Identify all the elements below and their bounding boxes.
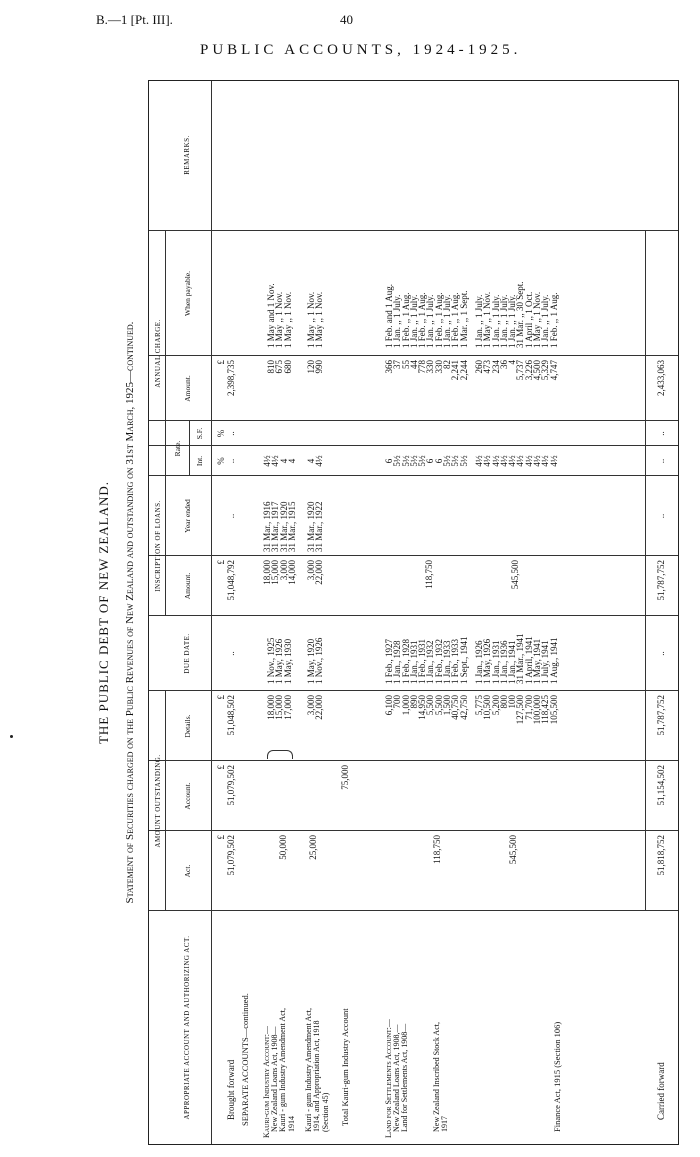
unit-pound: £ <box>216 560 226 565</box>
brought-forward-int: .. <box>226 458 236 464</box>
brought-forward-act: 51,079,502 <box>226 835 236 876</box>
col-header-ac-amount: Amount. <box>183 375 192 402</box>
carried-forward-act: 51,818,752 <box>656 835 666 876</box>
land-account-heading: Land for Settlements Account:— <box>384 1019 393 1138</box>
land-acts: New Zealand Loans Act, 1908,— Land for Settlements Act, 1908— <box>392 1023 410 1132</box>
kauri-ac-amounts: 810 675 680 <box>266 360 293 374</box>
carried-forward-sf: .. <box>656 431 666 436</box>
kauri2-act-total: 25,000 <box>308 835 318 860</box>
kauri-acts: New Zealand Loans Act, 1908— Kauri - gum Industry Amendment Act, 1914 <box>270 1008 296 1132</box>
col-line <box>149 910 678 911</box>
brought-forward-due: .. <box>226 651 236 656</box>
kauri-act-total: 50,000 <box>278 835 288 860</box>
table-subtitle: Statement of Securities charged on the Public Revenues of New Zealand and outstanding on 31st March, 1925—continued. <box>124 321 136 904</box>
kauri2-details: 3,000 22,000 <box>306 695 325 720</box>
nzis-ac-amounts: 366 37 55 44 778 330 330 82 2,241 2,244 <box>384 360 469 381</box>
carried-forward-int: .. <box>656 458 666 464</box>
finance-when-payable: 1 Jan. ,, 1 July. 1 May ,, 1 Nov. 1 Jan. ,, 1 July. 1 Jan. ,, 1 July. 1 Jan. ,, 1 July. 31 Mar. ,, 30 Sept. 1 April ,, 1 Oct. 1 May ,, 1 Nov. 1 Jan. ,, 1 July. 1 Feb. ,, 1 Aug. <box>474 281 559 348</box>
col-line <box>149 230 678 231</box>
kauri2-ins-amounts: 3,000 22,000 <box>306 560 325 585</box>
kauri-years: 31 Mar., 1916 31 Mar., 1917 31 Mar., 1920 31 Mar., 1915 <box>262 501 297 552</box>
nzis-act-label: New Zealand Inscribed Stock Act, 1917 <box>432 1022 450 1132</box>
debt-table <box>148 80 679 1145</box>
carried-forward-label: Carried forward <box>656 1062 666 1120</box>
table-title: THE PUBLIC DEBT OF NEW ZEALAND. <box>96 480 111 745</box>
kauri-total-label: Total Kauri-gum Industry Account <box>340 1008 350 1126</box>
unit-pct: % <box>216 429 226 438</box>
carried-forward-ac-amount: 2,433,063 <box>656 360 666 396</box>
col-header-ins-amount: Amount. <box>183 572 192 600</box>
col-header-when-payable: When payable. <box>183 271 192 316</box>
brought-forward-account: 51,079,502 <box>226 765 236 806</box>
kauri2-due-dates: 1 May, 1920 1 Nov., 1926 <box>306 637 325 684</box>
carried-forward-details: 51,787,752 <box>656 695 666 736</box>
col-header-remarks: REMARKS. <box>183 135 191 175</box>
col-header-amount-outstanding: AMOUNT OUTSTANDING. <box>154 754 162 848</box>
publication-title: PUBLIC ACCOUNTS, 1924-1925. <box>200 42 522 58</box>
kauri2-acts: Kauri - gum Industry Amendment Act, 1914, and Appropriation Act, 1918 (Section 45) <box>304 1008 330 1132</box>
brought-forward-ac-amount: 2,398,735 <box>226 360 236 396</box>
kauri-total-amount: 75,000 <box>340 765 350 790</box>
col-header-due-date: DUE DATE. <box>183 633 191 674</box>
brought-forward-year: .. <box>226 513 236 519</box>
finance-due-dates: 1 Jan., 1926 1 May, 1926 1 Jan., 1931 1 Jan., 1936 1 Jan., 1941 31 Mar., 1941 1 April, 1941 1 May, 1941 1 July, 1941 1 Aug., 1941 <box>474 633 559 684</box>
group-rule <box>165 476 166 616</box>
col-header-inscription: INSCRIPTION OF LOANS. <box>154 500 162 592</box>
finance-act-label: Finance Act, 1915 (Section 106) <box>552 1021 562 1132</box>
nzis-ins-amount: 118,750 <box>424 560 434 589</box>
finance-act-amount: 545,500 <box>508 835 518 865</box>
kauri-account-heading: Kauri-gum Industry Account:— <box>262 1025 271 1138</box>
finance-ins-amount: 545,500 <box>510 560 520 590</box>
brought-forward-label: Brought forward <box>226 1059 236 1120</box>
document-reference: B.—1 [Pt. III]. <box>96 12 173 27</box>
nzis-act-amount: 118,750 <box>432 835 442 864</box>
separate-accounts-heading: SEPARATE ACCOUNTS—continued. <box>240 993 250 1126</box>
col-header-account: APPROPRIATE ACCOUNT AND AUTHORIZING ACT. <box>183 935 191 1120</box>
col-header-int: Int. <box>195 455 204 467</box>
kauri2-when-payable: 1 May ,, 1 Nov. 1 May ,, 1 Nov. <box>306 291 325 348</box>
kauri-when-payable: 1 May and 1 Nov. 1 May ,, 1 Nov. 1 May ,, 1 Nov. <box>266 283 293 348</box>
unit-pound: £ <box>216 360 226 365</box>
group-rule <box>165 691 166 911</box>
col-line <box>149 760 678 761</box>
col-header-rate: Rate. <box>173 440 182 457</box>
col-header-account-amount: Account. <box>183 782 192 810</box>
col-header-sf: S.F. <box>195 427 204 440</box>
col-line <box>149 355 678 356</box>
carried-forward-due: .. <box>656 651 666 656</box>
brought-forward-details: 51,048,502 <box>226 695 236 736</box>
nzis-details: 6,100 700 1,000 890 14,950 5,500 5,500 1,500 40,750 42,750 <box>384 695 469 720</box>
nzis-due-dates: 1 Feb., 1927 1 Jan., 1928 1 Feb., 1928 1 Jan., 1931 1 Feb., 1931 1 Jan., 1932 1 Feb., 1932 1 Jan., 1933 1 Feb., 1933 1 Sept., 1941 <box>384 636 469 684</box>
nzis-when-payable: 1 Feb. and 1 Aug. 1 Jan. ,, 1 July. 1 Feb. ,, 1 Aug. 1 Jan. ,, 1 July. 1 Feb. ,, 1 Aug. 1 Jan. ,, 1 July. 1 Feb. ,, 1 Aug. 1 Jan. ,, 1 July. 1 Feb. ,, 1 Aug. 1 Mar. ,, 1 Sept. <box>384 284 469 348</box>
kauri-rates: 4½ 4½ 4 4 <box>262 455 297 467</box>
finance-ac-amounts: 260 473 234 36 4 5,737 3,226 4,500 5,329 4,747 <box>474 360 559 381</box>
finance-rates: 4½ 4½ 4½ 4½ 4½ 4½ 4½ 4½ 4½ 4½ <box>474 455 559 467</box>
page-number: 40 <box>340 12 353 27</box>
group-rule <box>189 421 190 476</box>
carried-forward-account: 51,154,502 <box>656 765 666 806</box>
col-header-year-ended: Year ended <box>183 499 192 533</box>
nzis-rates: 6 5½ 5½ 5½ 5½ 6 6 5½ 5½ 5½ <box>384 455 469 467</box>
header-rule <box>211 81 212 1144</box>
rotated-table-page <box>86 80 680 1145</box>
unit-pct: % <box>216 457 226 465</box>
total-rule <box>645 231 646 911</box>
brought-forward-ins-amount: 51,048,792 <box>226 560 236 601</box>
kauri-details: 18,000 15,000 17,000 <box>266 695 293 720</box>
group-rule <box>165 231 166 476</box>
finance-details: 5,775 10,500 5,200 800 100 127,500 71,700 100,000 118,425 105,500 <box>474 695 559 725</box>
carried-forward-year: .. <box>656 513 666 519</box>
kauri2-ac-amounts: 120 990 <box>306 360 325 374</box>
kauri-ins-amounts: 18,000 15,000 3,000 14,000 <box>262 560 297 585</box>
brought-forward-sf: .. <box>226 431 236 436</box>
brace <box>267 750 293 759</box>
kauri2-years: 31 Mar., 1920 31 Mar., 1922 <box>306 501 325 552</box>
unit-pound: £ <box>216 695 226 700</box>
col-header-act: Act. <box>183 864 192 878</box>
kauri2-rates: 4 4½ <box>306 455 325 467</box>
unit-pound: £ <box>216 835 226 840</box>
kauri-due-dates: 1 Nov., 1925 1 May, 1926 1 May, 1930 <box>266 637 293 684</box>
unit-pound: £ <box>216 765 226 770</box>
stray-dot <box>10 735 13 738</box>
carried-forward-ins-amount: 51,787,752 <box>656 560 666 601</box>
col-header-details: Details. <box>183 714 192 738</box>
col-line <box>149 830 678 831</box>
col-header-annual-charge: ANNUAL CHARGE. <box>154 319 162 388</box>
